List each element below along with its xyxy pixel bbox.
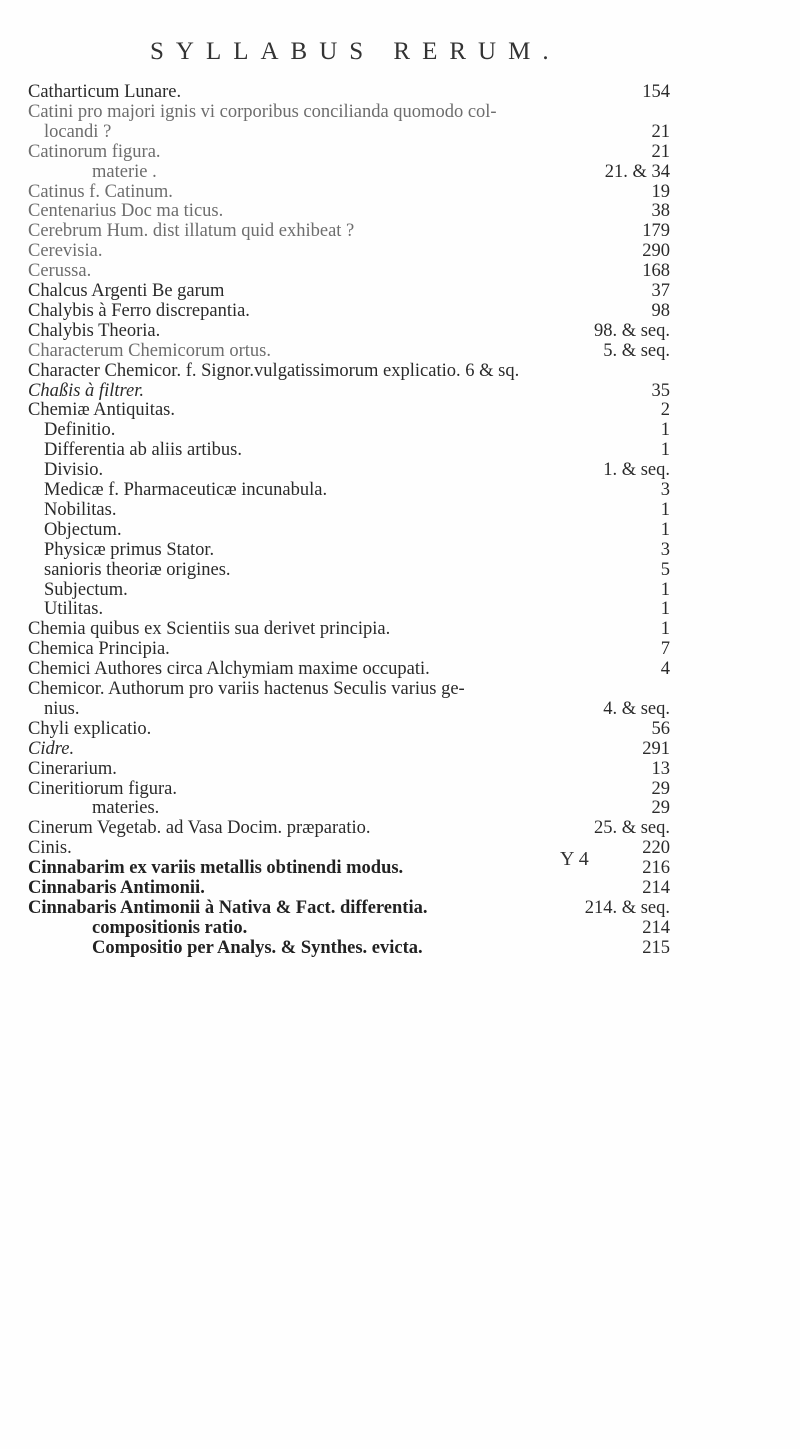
index-entry [0, 419, 800, 441]
entry-page: 38 [651, 201, 670, 222]
entry-page: 98. & seq. [593, 320, 670, 341]
entry-text: Utilitas. [44, 599, 104, 620]
index-entry [0, 399, 800, 421]
entry-text: materies. [92, 798, 160, 819]
entry-text: Catharticum Lunare. [28, 82, 182, 102]
entry-page: 4 [660, 659, 670, 680]
index-entry [0, 439, 800, 461]
entry-page: 13 [651, 758, 670, 779]
index-entry [0, 678, 800, 700]
index-entry [0, 240, 800, 262]
entry-text: Chaßis à filtrer. [28, 380, 144, 401]
entry-text: Chalybis Theoria. [28, 320, 161, 341]
entry-page: 214. & seq. [584, 897, 670, 918]
index-entry [0, 817, 800, 839]
entry-page: 56 [651, 718, 670, 739]
entry-page: 4. & seq. [603, 698, 670, 719]
index-entry [0, 101, 800, 123]
entry-text: Cinerarium. [28, 758, 117, 779]
index-entry [0, 340, 800, 362]
entry-page: 1 [660, 440, 670, 461]
entry-text: Cinis. [28, 838, 72, 859]
entry-page: 216 [642, 858, 670, 879]
entry-text: Centenarius Doc ma ticus. [28, 201, 224, 222]
entry-page: 1 [660, 599, 670, 620]
entry-text: Objectum. [44, 519, 122, 540]
entry-page: 220 [642, 838, 670, 859]
entry-text: Chalcus Argenti Be garum [28, 281, 225, 301]
index-entry [0, 559, 800, 581]
entry-text: Nobilitas. [44, 499, 117, 520]
index-entry [0, 320, 800, 342]
index-entry [0, 499, 800, 521]
entry-page: 3 [660, 539, 670, 560]
entry-text: Cinerum Vegetab. ad Vasa Docim. præparatio. [28, 818, 371, 839]
index-entry [0, 300, 800, 322]
index-entry [0, 161, 800, 183]
entry-page: 168 [642, 261, 670, 282]
entry-text: compositionis ratio. [92, 917, 248, 938]
entry-text: Catinus f. Catinum. [28, 181, 173, 202]
index-entry [0, 81, 800, 103]
entry-page: 5. & seq. [603, 340, 670, 361]
entry-text: Cerevisia. [28, 241, 103, 262]
entry-text: Definitio. [44, 420, 116, 441]
entry-text: Cinnabarim ex variis metallis obtinendi modus. [28, 858, 404, 879]
entry-page: 5 [660, 559, 670, 580]
entry-text: Chemica Principia. [28, 639, 170, 660]
index-entry [0, 937, 800, 959]
entry-text: materie . [92, 161, 157, 182]
entry-page: 21 [651, 141, 670, 162]
entry-text: Cineritiorum figura. [28, 778, 177, 799]
entry-page: 19 [651, 181, 670, 202]
index-entry [0, 519, 800, 541]
entry-text: Catinorum figura. [28, 141, 161, 162]
index-entry [0, 579, 800, 601]
entry-page: 154 [642, 82, 670, 102]
index-entry [0, 200, 800, 222]
index-entry [0, 897, 800, 919]
entry-text: Chemicor. Authorum pro variis hactenus Seculis varius ge- [28, 679, 465, 699]
entry-page: 98 [651, 300, 670, 321]
entry-page: 1 [660, 499, 670, 520]
index-entry [0, 260, 800, 282]
entry-text: Chemia quibus ex Scientiis sua derivet principia. [28, 619, 391, 640]
index-entry [0, 459, 800, 481]
entry-page: 1 [660, 519, 670, 540]
index-entry [0, 141, 800, 163]
entry-text: sanioris theoriæ origines. [44, 559, 231, 580]
entry-page: 25. & seq. [593, 818, 670, 839]
index-entry [0, 638, 800, 660]
index-entry [0, 121, 800, 143]
entry-page: 291 [642, 738, 670, 759]
index-entry [0, 738, 800, 760]
index-entry [0, 181, 800, 203]
entry-page: 214 [642, 917, 670, 938]
entry-page: 21. & 34 [604, 161, 670, 182]
entry-text: Physicæ primus Stator. [44, 539, 215, 560]
entry-text: Medicæ f. Pharmaceuticæ incunabula. [44, 480, 328, 500]
entry-page: 29 [651, 798, 670, 819]
index-entry [0, 718, 800, 740]
entry-text: Chemici Authores circa Alchymiam maxime occupati. [28, 659, 430, 680]
index-entry [0, 877, 800, 899]
entry-text: Cerussa. [28, 261, 92, 282]
index-entry [0, 917, 800, 939]
entry-text: Chemiæ Antiquitas. [28, 400, 175, 421]
index-entry [0, 797, 800, 819]
entry-text: Cinnabaris Antimonii à Nativa & Fact. differentia. [28, 897, 428, 918]
entry-page: 1 [660, 579, 670, 600]
entry-text: Divisio. [44, 460, 104, 481]
entry-text: Chyli explicatio. [28, 718, 152, 739]
index-entry [0, 220, 800, 242]
entry-text: Cidre. [28, 738, 75, 759]
index-entry [0, 837, 800, 859]
entry-text: Catini pro majori ignis vi corporibus concilianda quomodo col- [28, 101, 497, 122]
entry-page: 214 [642, 878, 670, 898]
entry-page: 215 [642, 937, 670, 958]
entry-text: Chalybis à Ferro discrepantia. [28, 300, 250, 321]
entry-page: 179 [642, 221, 670, 242]
index-entry [0, 598, 800, 620]
entry-page: 1 [660, 619, 670, 640]
index-entry [0, 758, 800, 780]
entry-text: nius. [44, 698, 80, 719]
entry-page: 35 [651, 380, 670, 401]
entry-text: Cerebrum Hum. dist illatum quid exhibeat ? [28, 221, 355, 242]
entry-text: Cinnabaris Antimonii. [28, 878, 205, 898]
entry-text: locandi ? [44, 121, 112, 142]
index-entry [0, 857, 800, 879]
index-entry [0, 360, 800, 382]
index-entry [0, 658, 800, 680]
entry-page: 1 [660, 420, 670, 441]
entry-page: 3 [660, 480, 670, 500]
index-entry [0, 539, 800, 561]
entry-text: Subjectum. [44, 579, 128, 600]
index-entry [0, 778, 800, 800]
signature-mark: Y 4 [560, 848, 589, 870]
index-entry [0, 698, 800, 720]
entry-page: 37 [651, 281, 670, 301]
entry-text: Compositio per Analys. & Synthes. evicta. [92, 937, 423, 958]
entry-page: 21 [651, 121, 670, 142]
index-entry [0, 380, 800, 402]
index-entry [0, 618, 800, 640]
entry-page: 290 [642, 241, 670, 262]
entry-text: Character Chemicor. f. Signor.vulgatissimorum explicatio. 6 & sq. [28, 360, 520, 381]
running-head: SYLLABUS RERUM. [150, 38, 561, 65]
entry-text: Differentia ab aliis artibus. [44, 440, 242, 461]
entry-page: 7 [660, 639, 670, 660]
index-entry [0, 479, 800, 501]
entry-page: 29 [651, 778, 670, 799]
entry-text: Characterum Chemicorum ortus. [28, 340, 272, 361]
entry-page: 2 [660, 400, 670, 421]
index-entry [0, 280, 800, 302]
entry-page: 1. & seq. [603, 460, 670, 481]
